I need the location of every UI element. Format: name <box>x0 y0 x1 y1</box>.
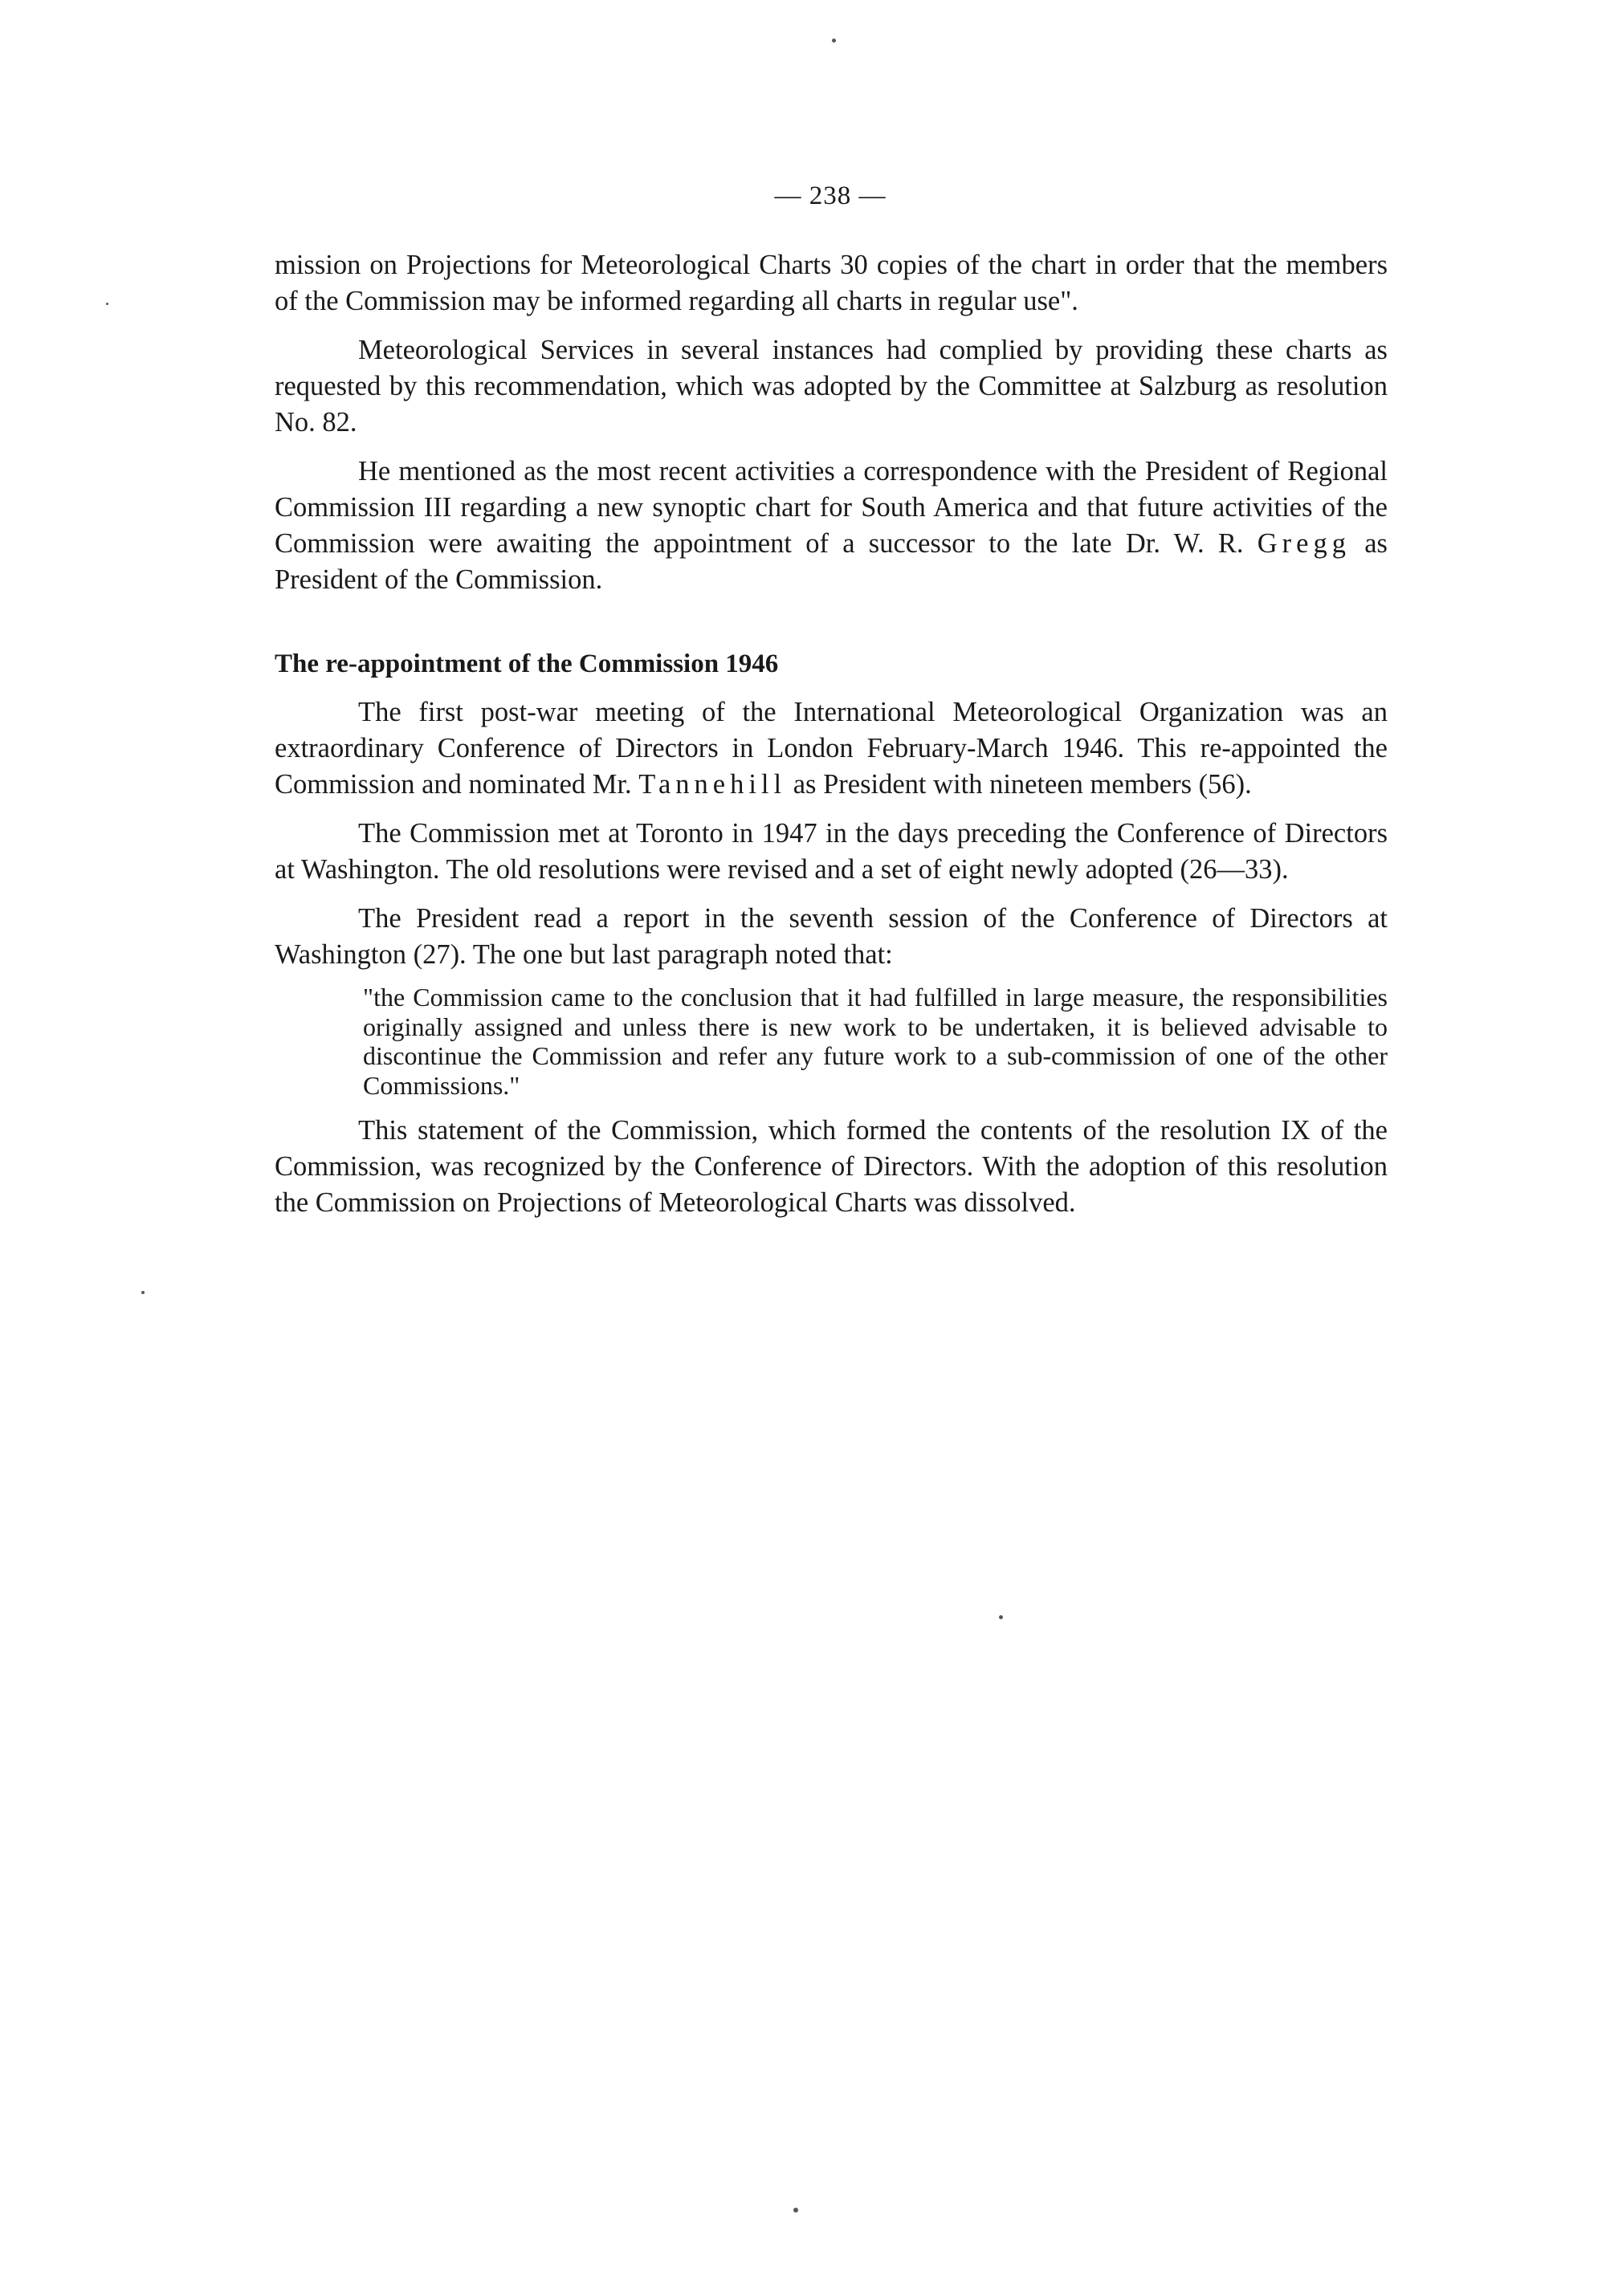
person-name-tannehill: Tannehill <box>638 769 787 800</box>
scan-speck <box>141 1291 145 1294</box>
page-number: — 238 — <box>774 181 887 210</box>
paragraph-first-meeting-end: as President with nineteen members (56). <box>786 769 1252 800</box>
paragraph-first-meeting <box>275 694 1388 803</box>
document-body <box>275 247 1388 1221</box>
scan-speck <box>793 2208 798 2213</box>
scan-speck <box>999 1615 1003 1619</box>
paragraph-recent-activities-text: He mentioned as the most recent activities a correspondence with the President of Regional Commission III regarding a new synoptic chart for South America and that future activities of the Commission were awaiting the appointment of a successor to the late Dr. W. R. <box>275 456 1388 559</box>
paragraph-toronto-meeting: The Commission met at Toronto in 1947 in the days preceding the Conference of Directors at Washington. The old resolutions were revised and a set of eight newly adopted (26—33). <box>275 818 1388 885</box>
paragraph-continuation: mission on Projections for Meteorological Charts 30 copies of the chart in order that the members of the Commission may be informed regarding all charts in regular use". <box>275 250 1388 316</box>
block-quote: "the Commission came to the conclusion that it had fulfilled in large measure, the responsibilities originally assigned and unless there is new work to be undertaken, it is believed advisable to discontinue the Commission and refer any future work to a sub-commission of one of the other Commissions." <box>363 983 1388 1100</box>
section-heading: The re-appointment of the Commission 1946 <box>275 649 779 678</box>
person-name-gregg: Gregg <box>1257 528 1351 559</box>
scan-speck <box>832 39 836 43</box>
paragraph-first-meeting-text: The first post-war meeting of the International Meteorological Organization was an extraordinary Conference of Directors in London February-March 1946. This re-appointed the Commission and nominated Mr. <box>275 697 1388 800</box>
paragraph-dissolution: This statement of the Commission, which formed the contents of the resolution IX of the Commission, was recognized by the Conference of Directors. With the adoption of this resolution the Commission on Projections of Meteorological Charts was dissolved. <box>275 1115 1388 1218</box>
paragraph-president-report: The President read a report in the seventh session of the Conference of Directors at Washington (27). The one but last paragraph noted that: <box>275 903 1388 970</box>
paragraph-recent-activities <box>275 454 1388 598</box>
paragraph-recent-activities-end: as President of the Commission. <box>275 528 1388 595</box>
paragraph-meteorological-services: Meteorological Services in several instances had complied by providing these charts as requested by this recommendation, which was adopted by the Committee at Salzburg as resolution No. 82. <box>275 335 1388 438</box>
scan-speck <box>106 303 108 305</box>
